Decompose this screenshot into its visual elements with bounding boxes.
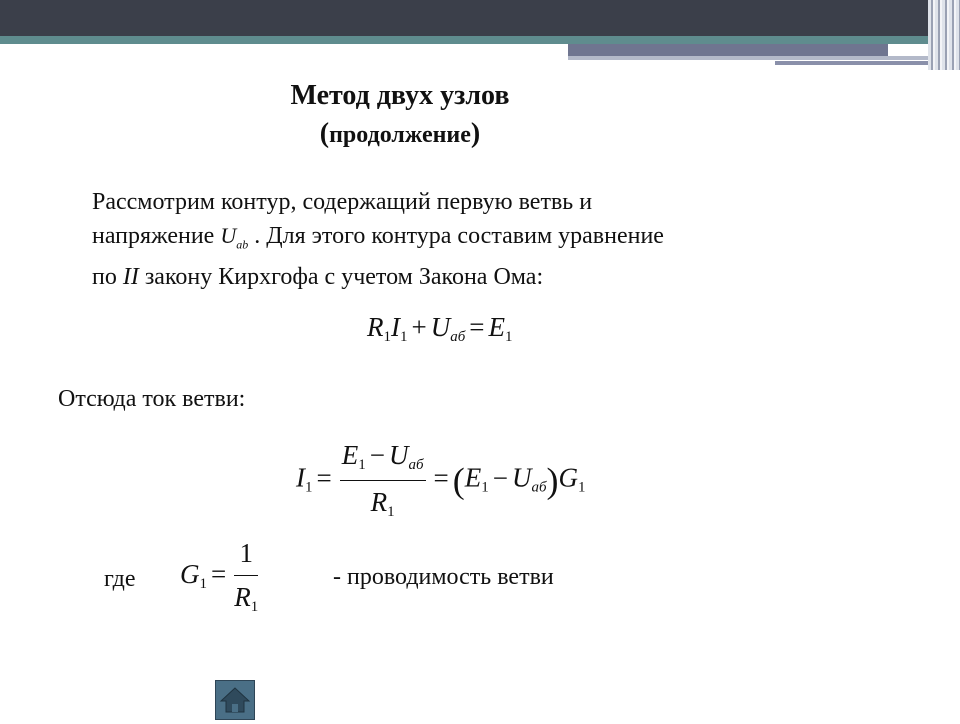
- eq2-voltage-sub: аб: [531, 479, 547, 496]
- eq3-den-resistance: R: [234, 582, 251, 612]
- eq2-emf: E: [464, 462, 482, 493]
- voltage-subscript: ab: [236, 237, 249, 252]
- eq1-emf: E: [488, 312, 506, 342]
- eq2-den-resistance: R: [370, 487, 388, 517]
- eq1-current-sub: 1: [400, 329, 408, 345]
- home-icon: [216, 681, 254, 719]
- eq1-equals: =: [469, 312, 485, 342]
- intro-paragraph: [92, 186, 892, 294]
- slide-subtitle: [0, 118, 800, 150]
- eq1-plus: +: [411, 312, 427, 342]
- eq2-den-resistance-sub: 1: [387, 504, 395, 520]
- header-rule-thin: [568, 56, 948, 60]
- voltage-symbol: [220, 223, 249, 252]
- intro-line-3-start: по: [92, 264, 117, 291]
- eq2-current-sub: 1: [305, 479, 313, 496]
- eq2-num-minus: −: [369, 440, 385, 470]
- eq2-num-voltage: U: [388, 440, 409, 470]
- home-button[interactable]: [215, 680, 255, 720]
- intro-line-2-end: . Для этого контура составим уравнение: [254, 223, 664, 249]
- eq2-emf-sub: 1: [481, 479, 489, 496]
- branch-current-equation: [296, 440, 586, 521]
- roman-two: II: [122, 264, 139, 291]
- eq3-conductance: G: [180, 559, 200, 590]
- header-rule-short: [775, 61, 945, 65]
- header-bar: [0, 0, 960, 36]
- eq2-voltage: U: [511, 462, 532, 493]
- eq3-numerator: 1: [234, 538, 258, 576]
- eq3-denominator: [234, 576, 258, 616]
- hence-text: Отсюда ток ветви:: [58, 386, 246, 412]
- eq1-emf-sub: 1: [505, 329, 513, 345]
- eq1-voltage-sub: аб: [450, 329, 466, 345]
- conductance-equation: [180, 538, 262, 616]
- eq1-current: I: [391, 312, 400, 342]
- eq2-num-voltage-sub: аб: [408, 457, 424, 473]
- subtitle-text: продолжение: [329, 122, 471, 148]
- subtitle-close-paren: ): [470, 118, 481, 149]
- eq2-right-paren: ): [546, 460, 559, 501]
- eq2-conductance-sub: 1: [578, 479, 586, 496]
- header-accent-rule: [0, 36, 960, 44]
- eq1-voltage: U: [430, 312, 451, 342]
- eq2-conductance: G: [558, 462, 579, 493]
- intro-line-2-start: напряжение: [92, 223, 215, 249]
- eq3-conductance-sub: 1: [199, 576, 207, 593]
- subtitle-open-paren: (: [319, 118, 330, 149]
- eq2-fraction: [340, 440, 426, 521]
- kirchhoff-equation: [367, 312, 513, 346]
- eq2-num-emf-sub: 1: [358, 457, 366, 473]
- eq2-left-paren: (: [452, 460, 465, 501]
- intro-line-3-end: закону Кирхгофа с учетом Закона Ома:: [144, 264, 544, 291]
- voltage-letter: U: [220, 223, 237, 248]
- eq2-equals-2: =: [433, 462, 449, 493]
- eq3-den-resistance-sub: 1: [250, 599, 259, 615]
- eq2-equals: =: [316, 462, 332, 493]
- eq2-minus: −: [492, 462, 508, 493]
- slide-title: Метод двух узлов: [290, 80, 510, 111]
- eq1-resistance-sub: 1: [383, 329, 391, 345]
- eq2-current: I: [296, 462, 305, 493]
- conductance-text: - проводимость ветви: [333, 564, 554, 590]
- eq3-fraction: [234, 538, 258, 616]
- intro-line-1: Рассмотрим контур, содержащий первую ветвь и: [92, 189, 593, 215]
- where-text: где: [104, 566, 136, 592]
- eq2-denominator: [340, 481, 426, 521]
- eq1-resistance: R: [367, 312, 384, 342]
- eq2-num-emf: E: [341, 440, 359, 470]
- eq2-numerator: [340, 440, 426, 481]
- eq3-equals: =: [211, 559, 227, 590]
- header-rule: [568, 44, 888, 56]
- decorative-stripes: [928, 0, 960, 70]
